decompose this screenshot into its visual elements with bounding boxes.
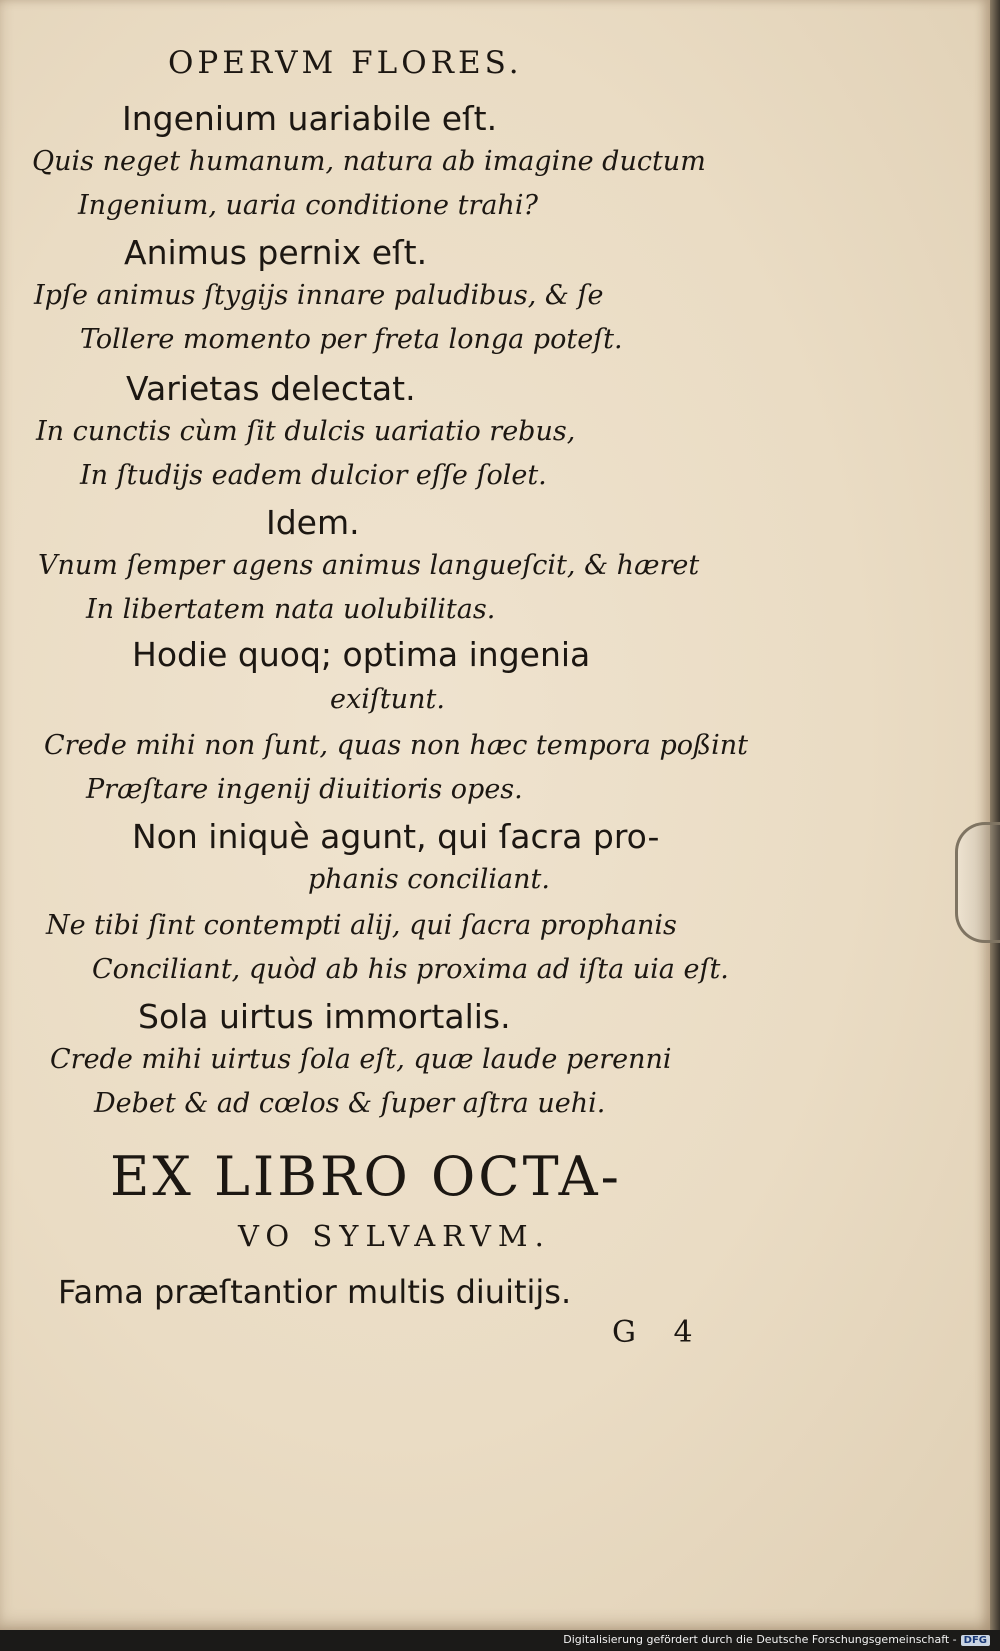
verse-line-5: In cunctis cùm ſit dulcis uariatio rebus, (36, 416, 576, 447)
signature-mark: G 4 (612, 1315, 707, 1350)
verse-line-8: In libertatem nata uolubilitas. (86, 594, 496, 625)
closing-heading: Fama præſtantior multis diuitijs. (58, 1273, 572, 1311)
verse-line-13: Crede mihi uirtus ſola eſt, quæ laude perenni (50, 1044, 672, 1075)
verse-line-6: In ſtudijs eadem dulcior eſſe ſolet. (80, 460, 547, 491)
verse-line-9: Crede mihi non ſunt, quas non hæc tempora poßint (44, 730, 748, 761)
verse-line-12: Conciliant, quòd ab his proxima ad iſta uia eſt. (92, 954, 729, 985)
heading-idem: Idem. (266, 503, 360, 542)
heading-animus: Animus pernix eſt. (124, 233, 428, 272)
section-title: EX LIBRO OCTA- (110, 1145, 622, 1208)
heading-hodie-cont: exiſtunt. (330, 684, 445, 715)
verse-line-1: Quis neget humanum, natura ab imagine ductum (32, 146, 706, 177)
verse-line-14: Debet & ad cœlos & ſuper aſtra uehi. (94, 1088, 606, 1119)
verse-line-11: Ne tibi ſint contempti alij, qui ſacra prophanis (46, 910, 677, 941)
section-subtitle: VO SYLVARVM. (238, 1219, 551, 1253)
heading-non-inique: Non iniquè agunt, qui ſacra pro- (132, 817, 660, 856)
book-clasp (955, 822, 1000, 943)
heading-ingenium: Ingenium uariabile eſt. (122, 99, 498, 138)
dfg-logo: DFG (961, 1635, 990, 1646)
heading-varietas: Varietas delectat. (126, 369, 416, 408)
credit-text: Digitalisierung gefördert durch die Deutsche Forschungsgemeinschaft - (563, 1633, 957, 1646)
heading-non-inique-cont: phanis conciliant. (308, 864, 550, 895)
verse-line-4: Tollere momento per freta longa poteſt. (80, 324, 623, 355)
verse-line-10: Præſtare ingenij diuitioris opes. (86, 774, 523, 805)
verse-line-2: Ingenium, uaria conditione trahi? (78, 190, 538, 221)
running-head: OPERVM FLORES. (168, 45, 523, 81)
digitization-credit (563, 1633, 990, 1646)
heading-hodie: Hodie quoq; optima ingenia (132, 635, 591, 674)
verse-line-7: Vnum ſemper agens animus langueſcit, & hæret (38, 550, 700, 581)
heading-sola-uirtus: Sola uirtus immortalis. (138, 997, 511, 1036)
verse-line-3: Ipſe animus ſtygijs innare paludibus, & ſe (34, 280, 604, 311)
page-edge (990, 0, 1000, 1630)
